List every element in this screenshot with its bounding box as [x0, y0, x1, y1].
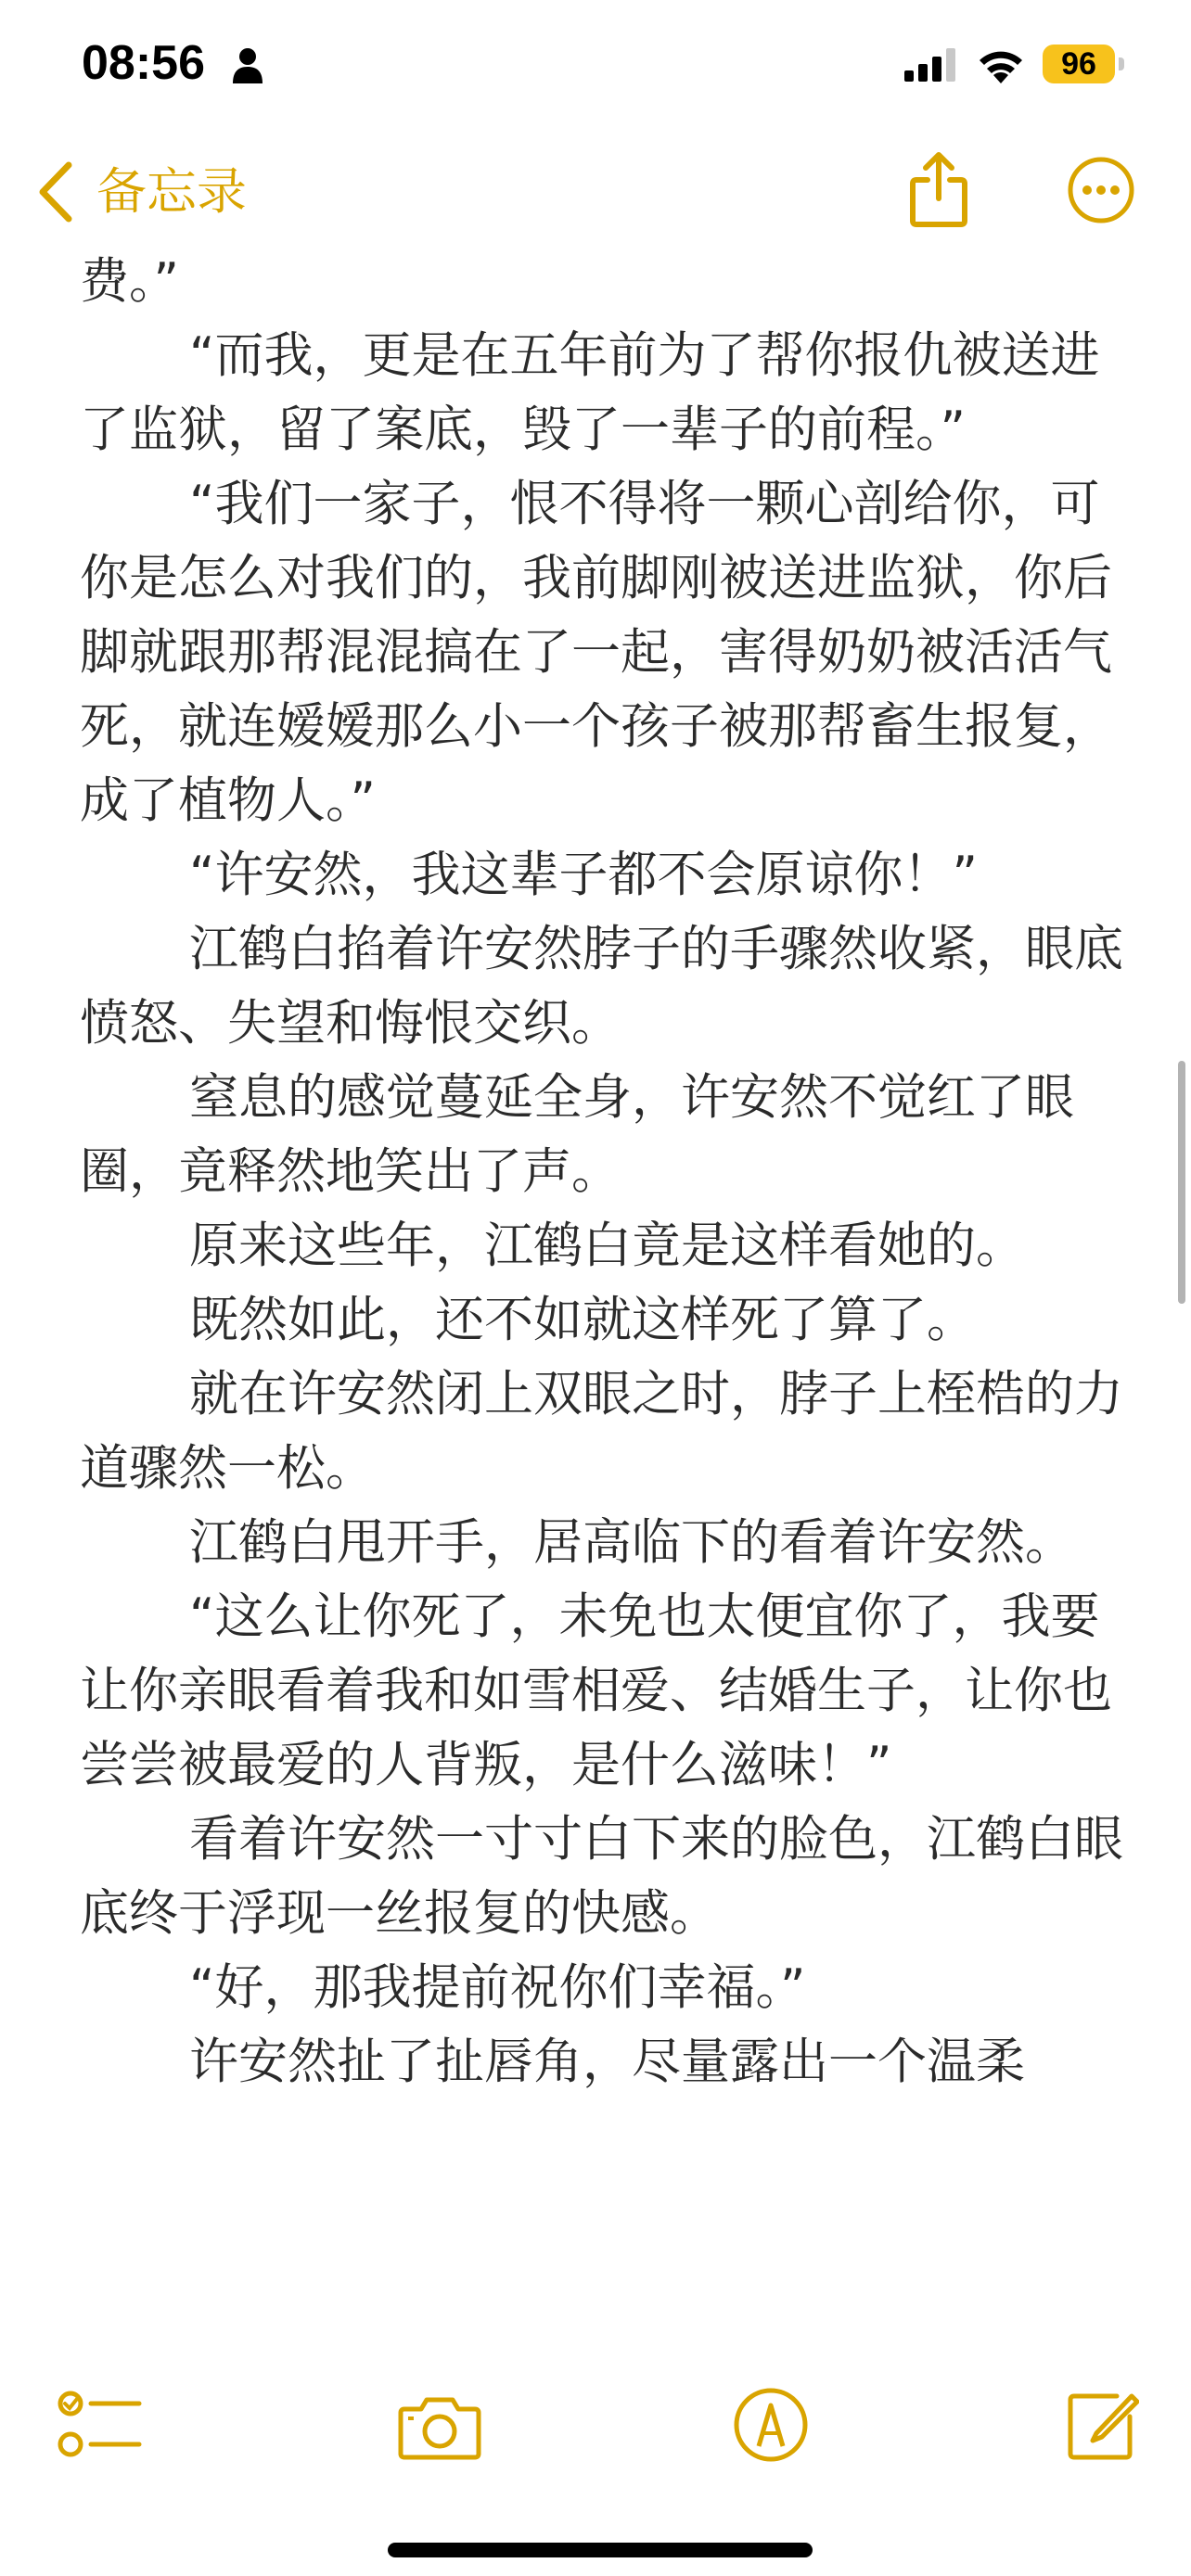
note-paragraph: 江鹤白掐着许安然脖子的手骤然收紧，眼底愤怒、失望和悔恨交织。: [80, 921, 1123, 1052]
signal-icon: [904, 48, 956, 82]
checklist-icon[interactable]: [58, 2389, 143, 2463]
more-icon[interactable]: [1067, 156, 1135, 224]
note-paragraph: 许安然扯了扯唇角，尽量露出一个温柔: [189, 2034, 1025, 2090]
note-paragraph: 既然如此，还不如就这样死了算了。: [189, 1292, 976, 1348]
share-icon[interactable]: [907, 150, 970, 228]
compose-icon[interactable]: [1065, 2387, 1139, 2463]
status-time: 08:56: [82, 36, 205, 90]
note-paragraph: 就在许安然闭上双眼之时，脖子上桎梏的力道骤然一松。: [80, 1366, 1123, 1497]
note-body[interactable]: [80, 245, 1128, 2099]
note-paragraph: 看着许安然一寸寸白下来的脸色，江鹤白眼底终于浮现一丝报复的快感。: [80, 1811, 1123, 1942]
battery-icon: 96: [1043, 45, 1115, 83]
note-paragraph: 费。”: [80, 253, 179, 310]
note-paragraph: “这么让你死了，未免也太便宜你了，我要让你亲眼看着我和如雪相爱、结婚生子，让你也尝尝被最爱的人背叛，是什么滋味！”: [80, 1588, 1112, 1793]
wifi-icon: [976, 45, 1026, 83]
note-paragraph: 窒息的感觉蔓延全身，许安然不觉红了眼圈，竟释然地笑出了声。: [80, 1069, 1074, 1200]
note-paragraph: 江鹤白甩开手，居高临下的看着许安然。: [189, 1514, 1074, 1571]
markup-icon[interactable]: [733, 2387, 809, 2463]
scroll-indicator[interactable]: [1178, 1061, 1185, 1304]
battery-tip: [1119, 57, 1124, 70]
note-paragraph: “许安然，我这辈子都不会原谅你！”: [189, 847, 978, 903]
person-icon: [232, 46, 263, 83]
chevron-left-icon[interactable]: [35, 159, 76, 224]
note-paragraph: “好，那我提前祝你们幸福。”: [189, 1959, 806, 2016]
note-paragraph: 原来这些年，江鹤白竟是这样看她的。: [189, 1218, 1025, 1274]
camera-icon[interactable]: [397, 2392, 482, 2461]
note-paragraph: “我们一家子，恨不得将一颗心剖给你，可你是怎么对我们的，我前脚刚被送进监狱，你后脚就跟那帮混混搞在了一起，害得奶奶被活活气死，就连嫒嫒那么小一个孩子被那帮畜生报复，成了植物人。”: [80, 476, 1112, 829]
back-button-label[interactable]: 备忘录: [96, 162, 247, 221]
home-indicator[interactable]: [388, 2543, 813, 2557]
status-bar: [0, 0, 1191, 139]
note-paragraph: “而我，更是在五年前为了帮你报仇被送进了监狱，留了案底，毁了一辈子的前程。”: [80, 327, 1100, 458]
navigation-bar: [0, 139, 1191, 250]
